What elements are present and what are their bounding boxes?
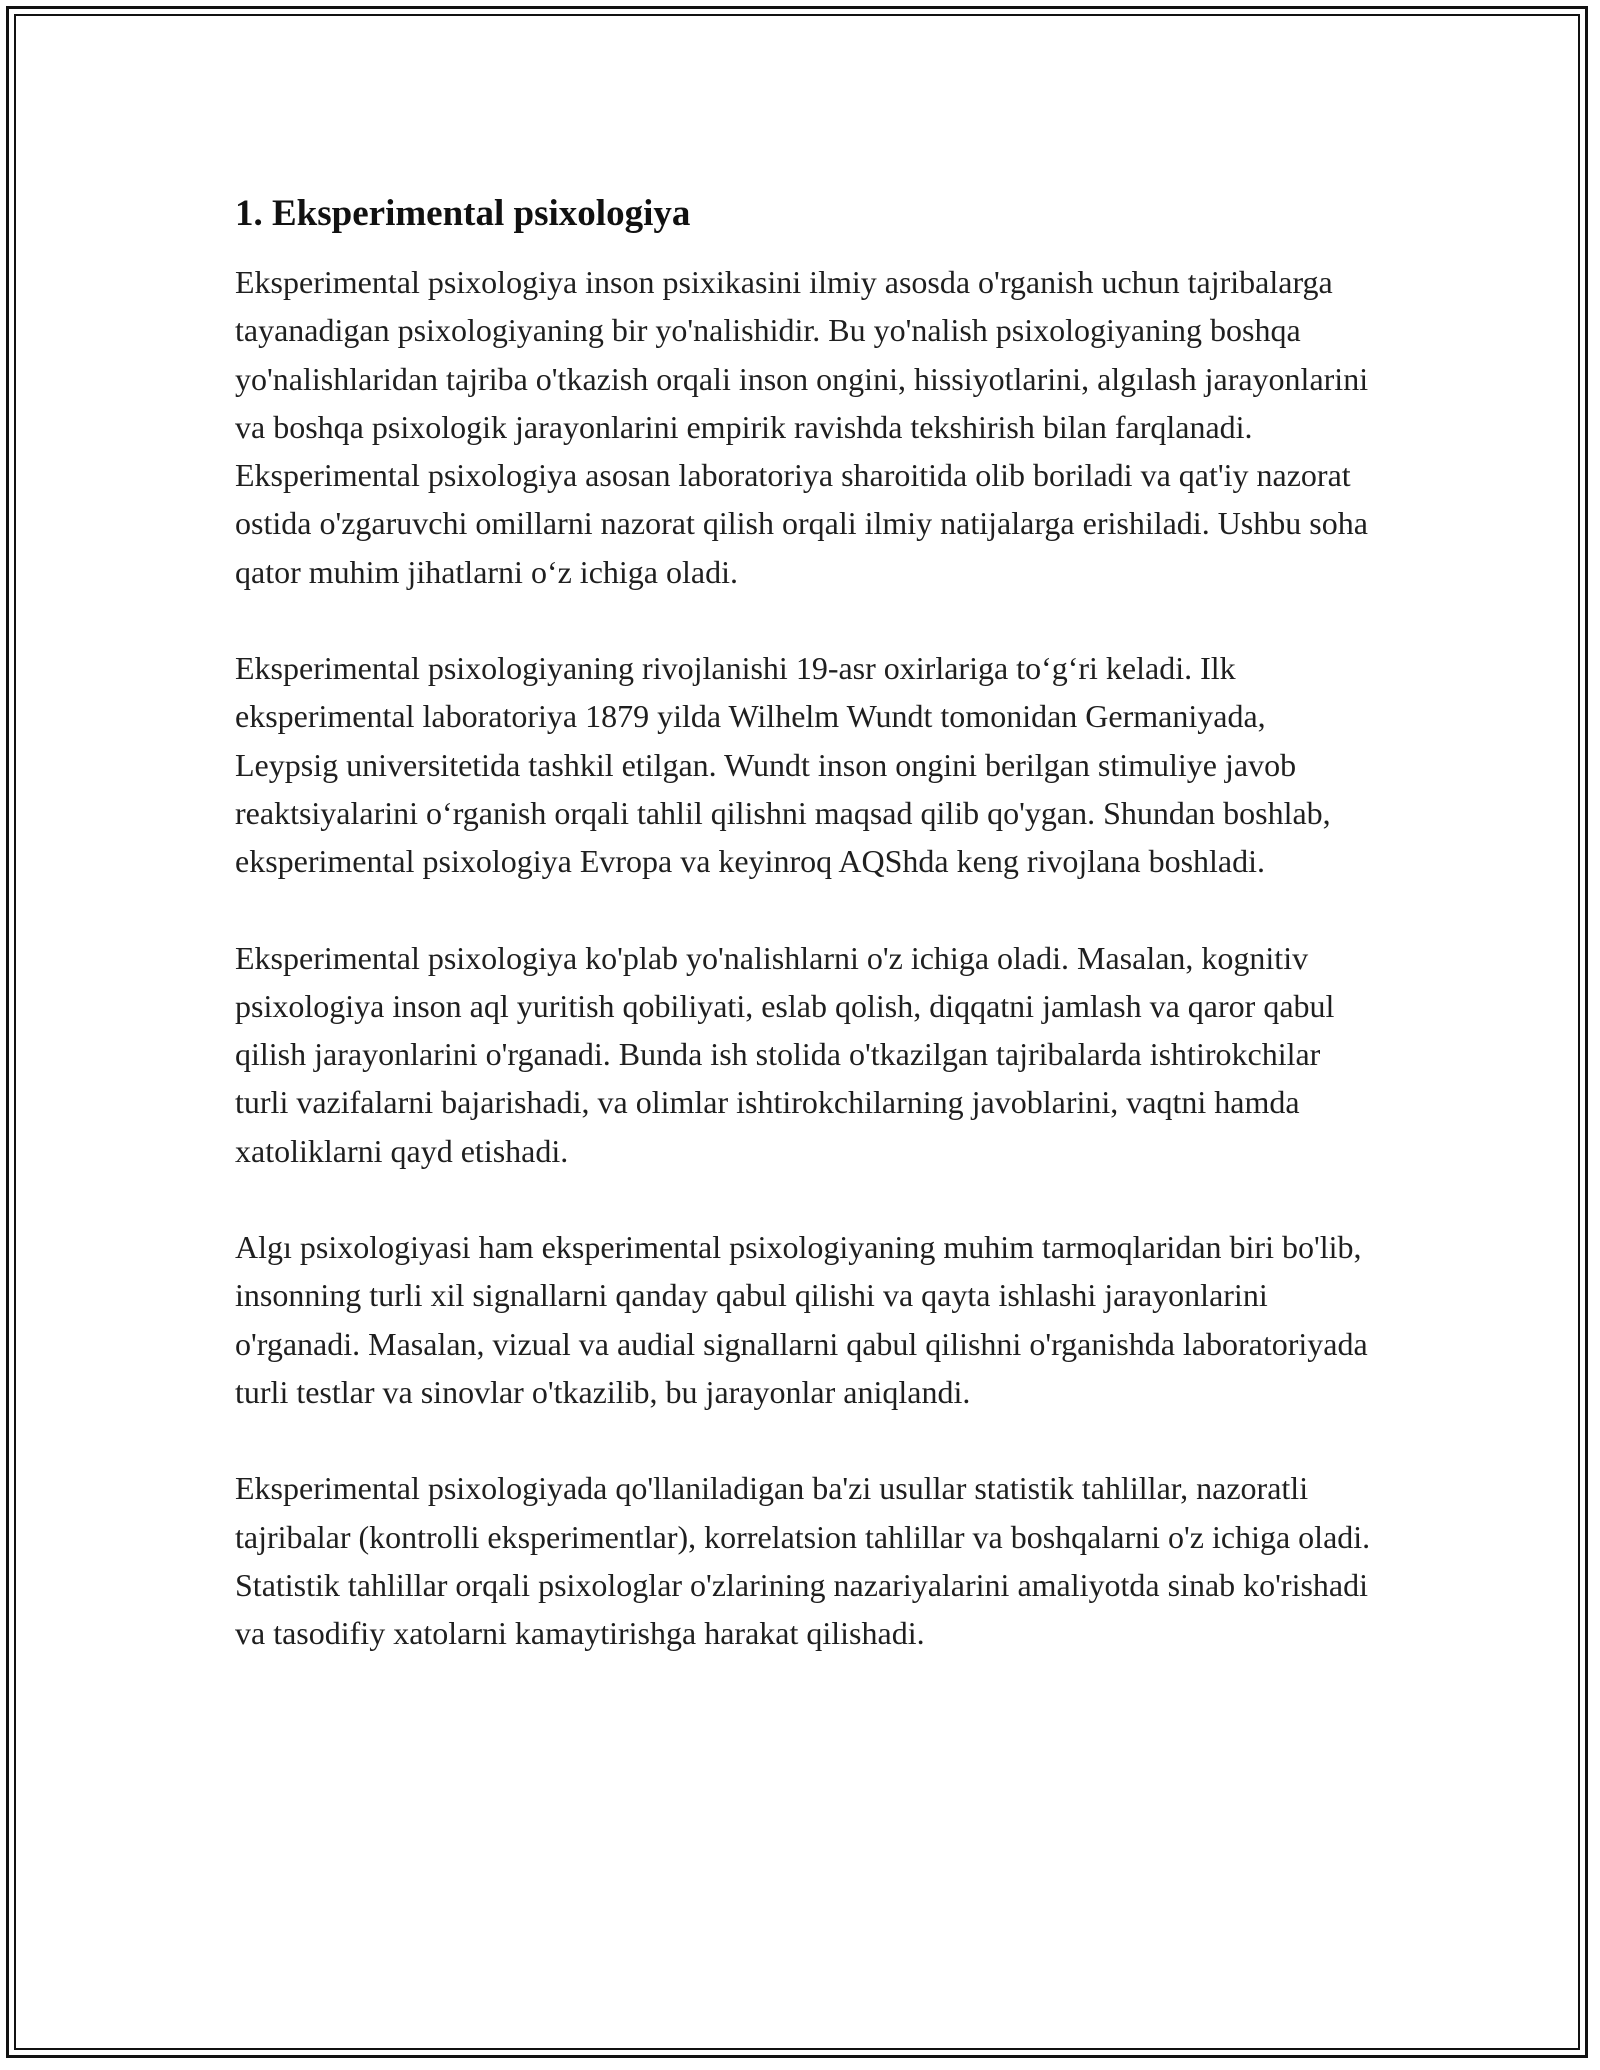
page-title: 1. Eksperimental psixologiya: [235, 193, 691, 234]
paragraph-3: Eksperimental psixologiya ko'plab yo'nalishlarni o'z ichiga oladi. Masalan, kognitiv psixologiya inson aql yuritish qobiliyati, eslab qolish, diqqatni jamlash va qaror qabul qilish jarayonlarini o'rganadi. Bunda ish stolida o'tkazilgan tajribalarda ishtirokchilar turli vazifalarni bajarishadi, va olimlar ishtirokchilarning javoblarini, vaqtni hamda xatoliklarni qayd etishadi.: [235, 939, 1335, 1169]
paragraph-4: Algı psixologiyasi ham eksperimental psixologiyaning muhim tarmoqlaridan biri bo'lib, insonning turli xil signallarni qanday qabul qilishi va qayta ishlashi jarayonlarini o'rganadi. Masalan, vizual va audial signallarni qabul qilishni o'rganishda laboratoriyada turli testlar va sinovlar o'tkazilib, bu jarayonlar aniqlandi.: [235, 1229, 1368, 1410]
paragraph-1: Eksperimental psixologiya inson psixikasini ilmiy asosda o'rganish uchun tajribalarga tayanadigan psixologiyaning bir yo'nalishidir. Bu yo'nalish psixologiyaning boshqa yo'nalishlaridan tajriba o'tkazish orqali inson ongini, hissiyotlarini, algılash jarayonlarini va boshqa psixologik jarayonlarini empirik ravishda tekshirish bilan farqlanadi. Eksperimental psixologiya asosan laboratoriya sharoitida olib boriladi va qat'iy nazorat ostida o'zgaruvchi omillarni nazorat qilish orqali ilmiy natijalarga erishiladi. Ushbu soha qator muhim jihatlarni o‘z ichiga oladi.: [235, 264, 1369, 590]
paragraph-2: Eksperimental psixologiyaning rivojlanishi 19-asr oxirlariga to‘g‘ri keladi. Ilk eksperimental laboratoriya 1879 yilda Wilhelm Wundt tomonidan Germaniyada, Leypsig universitetida tashkil etilgan. Wundt inson ongini berilgan stimuliye javob reaktsiyalarini o‘rganish orqali tahlil qilishni maqsad qilib qo'ygan. Shundan boshlab, eksperimental psixologiya Evropa va keyinroq AQShda keng rivojlana boshladi.: [235, 650, 1331, 880]
document-body: [235, 188, 1375, 1705]
paragraph-5: Eksperimental psixologiyada qo'llaniladigan ba'zi usullar statistik tahlillar, nazoratli tajribalar (kontrolli eksperimentlar), korrelatsion tahlillar va boshqalarni o'z ichiga oladi. Statistik tahlillar orqali psixologlar o'zlarining nazariyalarini amaliyotda sinab ko'rishadi va tasodifiy xatolarni kamaytirishga harakat qilishadi.: [235, 1470, 1371, 1652]
